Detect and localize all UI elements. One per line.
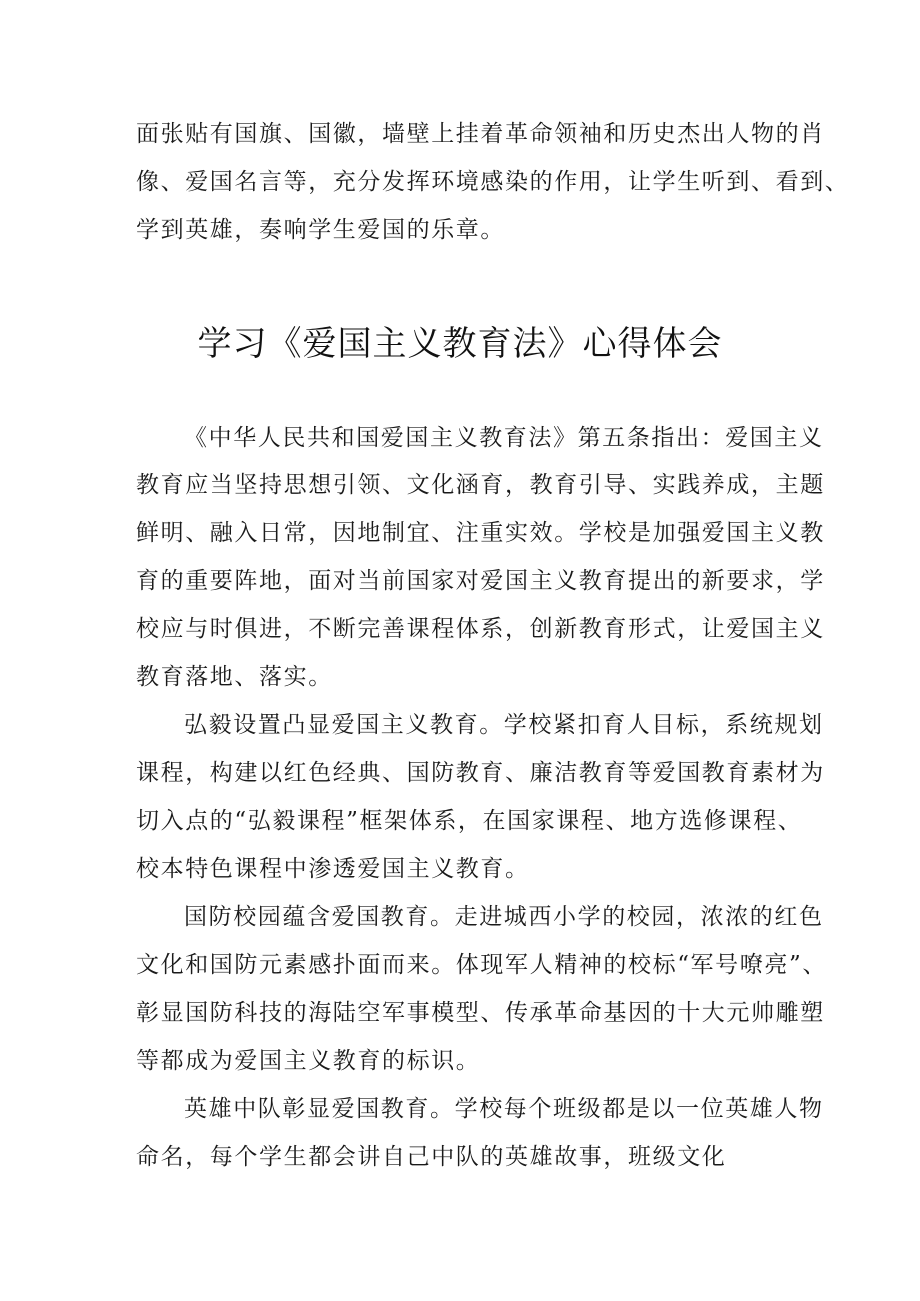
document-title: 学习《爱国主义教育法》心得体会	[197, 324, 723, 364]
text-line: 文化和国防元素感扑面而来。体现军人精神的校标“军号嘹亮”、	[136, 952, 827, 978]
text-line: 命名，每个学生都会讲自己中队的英雄故事，班级文化	[136, 1144, 727, 1170]
text-line: 彰显国防科技的海陆空军事模型、传承革命基因的十大元帅雕塑	[136, 1000, 825, 1026]
text-line: 面张贴有国旗、国徽，墙壁上挂着革命领袖和历史杰出人物的肖	[136, 121, 825, 147]
text-line: 切入点的“弘毅课程”框架体系，在国家课程、地方选修课程、	[136, 808, 803, 834]
text-line: 英雄中队彰显爱国教育。学校每个班级都是以一位英雄人物	[184, 1096, 824, 1122]
text-line: 教育落地、落实。	[136, 664, 333, 690]
text-line: 鲜明、融入日常，因地制宜、注重实效。学校是加强爱国主义教	[136, 520, 825, 546]
text-line: 弘毅设置凸显爱国主义教育。学校紧扣育人目标，系统规划	[184, 712, 824, 738]
text-line: 国防校园蕴含爱国教育。走进城西小学的校园，浓浓的红色	[184, 904, 824, 930]
text-line: 育的重要阵地，面对当前国家对爱国主义教育提出的新要求，学	[136, 568, 825, 594]
text-line: 《中华人民共和国爱国主义教育法》第五条指出：爱国主义	[184, 425, 824, 451]
text-line: 校应与时俱进，不断完善课程体系，创新教育形式，让爱国主义	[136, 616, 825, 642]
text-line: 教育应当坚持思想引领、文化涵育，教育引导、实践养成，主题	[136, 472, 825, 498]
text-line: 等都成为爱国主义教育的标识。	[136, 1048, 481, 1074]
text-line: 课程，构建以红色经典、国防教育、廉洁教育等爱国教育素材为	[136, 760, 825, 786]
text-line: 校本特色课程中渗透爱国主义教育。	[136, 856, 530, 882]
text-line: 学到英雄，奏响学生爱国的乐章。	[136, 217, 505, 243]
text-line: 像、爱国名言等，充分发挥环境感染的作用，让学生听到、看到、	[136, 169, 850, 195]
